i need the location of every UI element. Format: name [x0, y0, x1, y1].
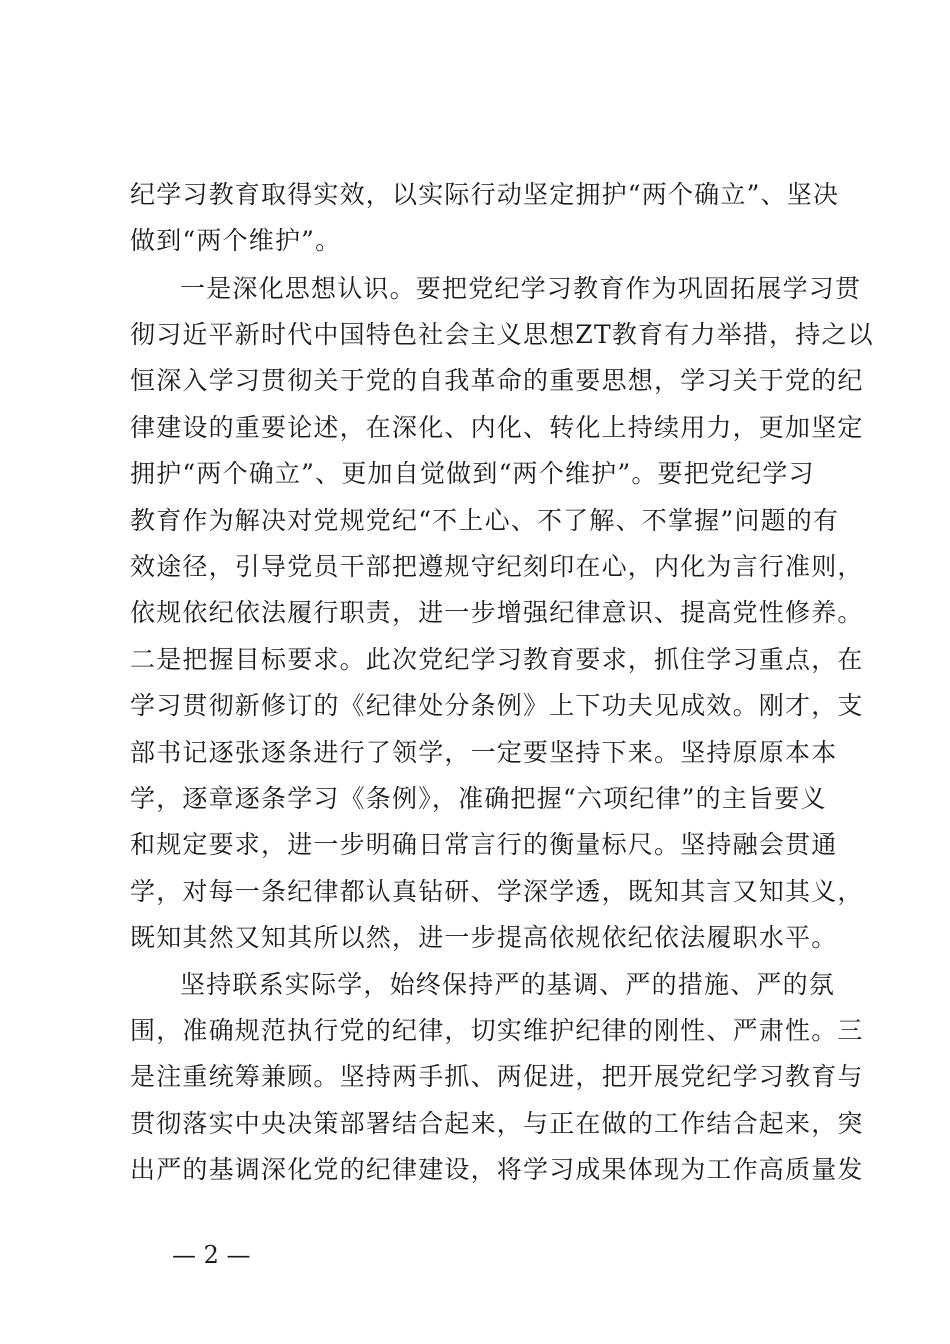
text-line: 二是把握目标要求。此次党纪学习教育要求，抓住学习重点，在 [130, 645, 864, 674]
text-line: 彻习近平新时代中国特色社会主义思想ZT教育有力举措，持之以 [130, 320, 874, 349]
text-line: 纪学习教育取得实效，以实际行动坚定拥护“两个确立”、坚决 [130, 180, 840, 209]
text-line: 学习贯彻新修订的《纪律处分条例》上下功夫见成效。刚才，支 [130, 691, 864, 720]
text-line: 既知其然又知其所以然，进一步提高依规依纪依法履职水平。 [130, 923, 838, 952]
paragraph-start-line: 坚持联系实际学，始终保持严的基调、严的措施、严的氛 [180, 970, 836, 999]
text-line: 律建设的重要论述，在深化、内化、转化上持续用力，更加坚定 [130, 413, 864, 442]
text-line: 效途径，引导党员干部把遵规守纪刻印在心，内化为言行准则， [130, 552, 864, 581]
page-number: — 2 — [172, 1241, 251, 1269]
text-line: 是注重统筹兼顾。坚持两手抓、两促进，把开展党纪学习教育与 [130, 1062, 864, 1091]
text-line: 依规依纪依法履行职责，进一步增强纪律意识、提高党性修养。 [130, 598, 864, 627]
text-line: 拥护“两个确立”、更加自觉做到“两个维护”。要把党纪学习 [130, 459, 815, 488]
text-line: 做到“两个维护”。 [130, 226, 342, 255]
text-line: 围，准确规范执行党的纪律，切实维护纪律的刚性、严肃性。三 [130, 1016, 864, 1045]
paragraph-start-line: 一是深化思想认识。要把党纪学习教育作为巩固拓展学习贯 [180, 274, 862, 303]
text-line: 教育作为解决对党规党纪“不上心、不了解、不掌握”问题的有 [130, 506, 840, 535]
text-line: 学，逐章逐条学习《条例》，准确把握“六项纪律”的主旨要义 [130, 784, 827, 813]
text-line: 出严的基调深化党的纪律建设，将学习成果体现为工作高质量发 [130, 1155, 864, 1184]
text-line: 学，对每一条纪律都认真钻研、学深学透，既知其言又知其义， [130, 877, 864, 906]
text-line: 部书记逐张逐条进行了领学，一定要坚持下来。坚持原原本本 [130, 738, 838, 767]
text-line: 和规定要求，进一步明确日常言行的衡量标尺。坚持融会贯通 [130, 830, 838, 859]
text-line: 恒深入学习贯彻关于党的自我革命的重要思想，学习关于党的纪 [130, 366, 864, 395]
text-line: 贯彻落实中央决策部署结合起来，与正在做的工作结合起来，突 [130, 1109, 864, 1138]
